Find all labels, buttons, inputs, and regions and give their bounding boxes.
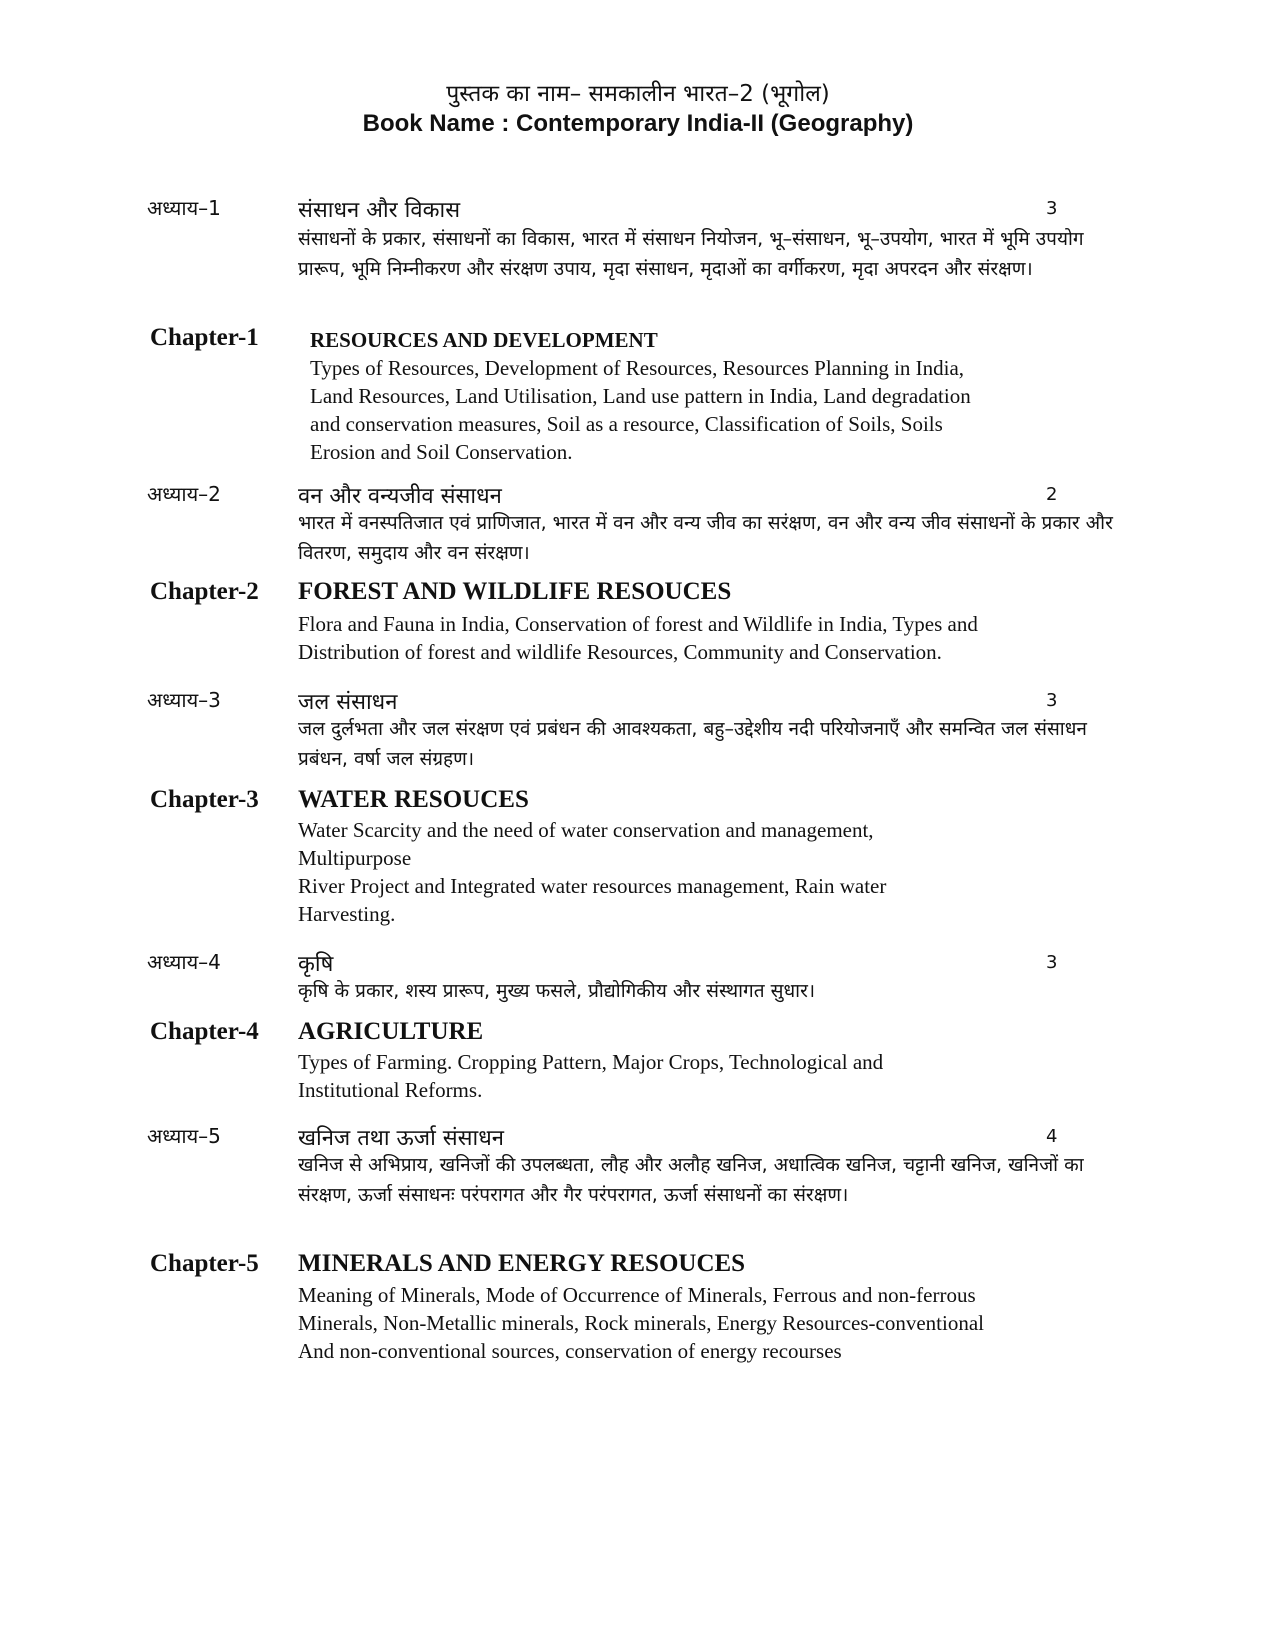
chapter-5-line: And non-conventional sources, conservation of energy recourses xyxy=(298,1339,842,1363)
chapter-2-title: FOREST AND WILDLIFE RESOUCES xyxy=(298,578,732,605)
book-title-english: Book Name : Contemporary India-II (Geography) xyxy=(362,110,914,137)
chapter-3-line: River Project and Integrated water resources management, Rain water xyxy=(298,874,887,898)
chapter-1-line: Types of Resources, Development of Resources, Resources Planning in India, xyxy=(310,356,965,380)
unit-5-periods: 4 xyxy=(1046,1126,1058,1147)
unit-3-hindi-label: अध्याय–3 xyxy=(147,688,221,712)
chapter-2-line: Flora and Fauna in India, Conservation of forest and Wildlife in India, Types and xyxy=(298,612,978,636)
chapter-3-line: Water Scarcity and the need of water conservation and management, xyxy=(298,818,874,842)
chapter-1-heading xyxy=(150,324,1110,358)
chapter-1-description xyxy=(310,354,1130,466)
chapter-4-heading xyxy=(150,1018,1110,1052)
chapter-5-heading xyxy=(150,1250,1110,1284)
unit-1-hindi-heading xyxy=(147,194,1058,226)
chapter-3-description xyxy=(298,816,1118,928)
chapter-5-label: Chapter-5 xyxy=(150,1250,259,1277)
unit-4-periods: 3 xyxy=(1046,952,1058,973)
chapter-5-title: MINERALS AND ENERGY RESOUCES xyxy=(298,1250,746,1277)
chapter-4-label: Chapter-4 xyxy=(150,1018,259,1045)
unit-1-hindi-title: संसाधन और विकास xyxy=(298,198,461,223)
chapter-3-title: WATER RESOUCES xyxy=(298,786,529,813)
chapter-1-line: Land Resources, Land Utilisation, Land use pattern in India, Land degradation xyxy=(310,384,971,408)
unit-2-hindi-title: वन और वन्यजीव संसाधन xyxy=(298,484,502,509)
chapter-1-title: RESOURCES AND DEVELOPMENT xyxy=(310,328,658,352)
unit-2-hindi-label: अध्याय–2 xyxy=(147,482,221,506)
unit-4-hindi-description: कृषि के प्रकार, शस्य प्रारूप, मुख्य फसले, प्रौद्योगिकीय और संस्थागत सुधार। xyxy=(298,980,816,1002)
chapter-2-heading xyxy=(150,578,1110,612)
chapter-4-title: AGRICULTURE xyxy=(298,1018,484,1045)
unit-1-periods: 3 xyxy=(1046,198,1058,219)
chapter-3-label: Chapter-3 xyxy=(150,786,259,813)
unit-2-periods: 2 xyxy=(1046,484,1058,505)
unit-3-hindi-description: जल दुर्लभता और जल संरक्षण एवं प्रबंधन की आवश्यकता, बहु–उद्देशीय नदी परियोजनाएँ और समन्वित जल संसाधन प्रबंधन, वर्षा जल संग्रहण। xyxy=(298,718,1087,770)
unit-1-hindi-description: संसाधनों के प्रकार, संसाधनों का विकास, भारत में संसाधन नियोजन, भू–संसाधन, भू–उपयोग, भारत में भूमि उपयोग प्रारूप, भूमि निम्नीकरण और संरक्षण उपाय, मृदा संसाधन, मृदाओं का वर्गीकरण, मृदा अपरदन और संरक्षण। xyxy=(298,228,1084,280)
unit-3-periods: 3 xyxy=(1046,690,1058,711)
chapter-4-line: Types of Farming. Cropping Pattern, Major Crops, Technological and xyxy=(298,1050,884,1074)
chapter-2-description xyxy=(298,610,1118,666)
chapter-2-label: Chapter-2 xyxy=(150,578,259,605)
unit-4-hindi-title: कृषि xyxy=(298,952,334,977)
unit-5-hindi-label: अध्याय–5 xyxy=(147,1124,221,1148)
unit-5-hindi-title: खनिज तथा ऊर्जा संसाधन xyxy=(298,1126,504,1151)
chapter-4-line: Institutional Reforms. xyxy=(298,1078,483,1102)
chapter-5-line: Meaning of Minerals, Mode of Occurrence of Minerals, Ferrous and non-ferrous xyxy=(298,1283,976,1307)
unit-2-hindi-description: भारत में वनस्पतिजात एवं प्राणिजात, भारत में वन और वन्य जीव का सरंक्षण, वन और वन्य जीव संसाधनों के प्रकार और वितरण, समुदाय और वन संरक्षण। xyxy=(298,512,1113,564)
chapter-3-line: Harvesting. xyxy=(298,902,396,926)
book-title-hindi: पुस्तक का नाम– समकालीन भारत–2 (भूगोल) xyxy=(446,81,830,107)
unit-4-hindi-label: अध्याय–4 xyxy=(147,950,221,974)
unit-3-hindi-title: जल संसाधन xyxy=(298,690,398,715)
chapter-4-description xyxy=(298,1048,1118,1104)
chapter-1-line: Erosion and Soil Conservation. xyxy=(310,440,573,464)
chapter-3-heading xyxy=(150,786,1110,820)
unit-1-hindi-label: अध्याय–1 xyxy=(147,196,221,220)
chapter-2-line: Distribution of forest and wildlife Resources, Community and Conservation. xyxy=(298,640,942,664)
chapter-5-line: Minerals, Non-Metallic minerals, Rock minerals, Energy Resources-conventional xyxy=(298,1311,985,1335)
chapter-5-description xyxy=(298,1281,1118,1365)
chapter-1-line: and conservation measures, Soil as a resource, Classification of Soils, Soils xyxy=(310,412,943,436)
chapter-3-line: Multipurpose xyxy=(298,846,412,870)
unit-5-hindi-description: खनिज से अभिप्राय, खनिजों की उपलब्धता, लौह और अलौह खनिज, अधात्विक खनिज, चट्टानी खनिज, खनिजों का संरक्षण, ऊर्जा संसाधनः परंपरागत और गैर परंपरागत, ऊर्जा संसाधनों का संरक्षण। xyxy=(298,1154,1084,1206)
chapter-1-label: Chapter-1 xyxy=(150,324,259,351)
